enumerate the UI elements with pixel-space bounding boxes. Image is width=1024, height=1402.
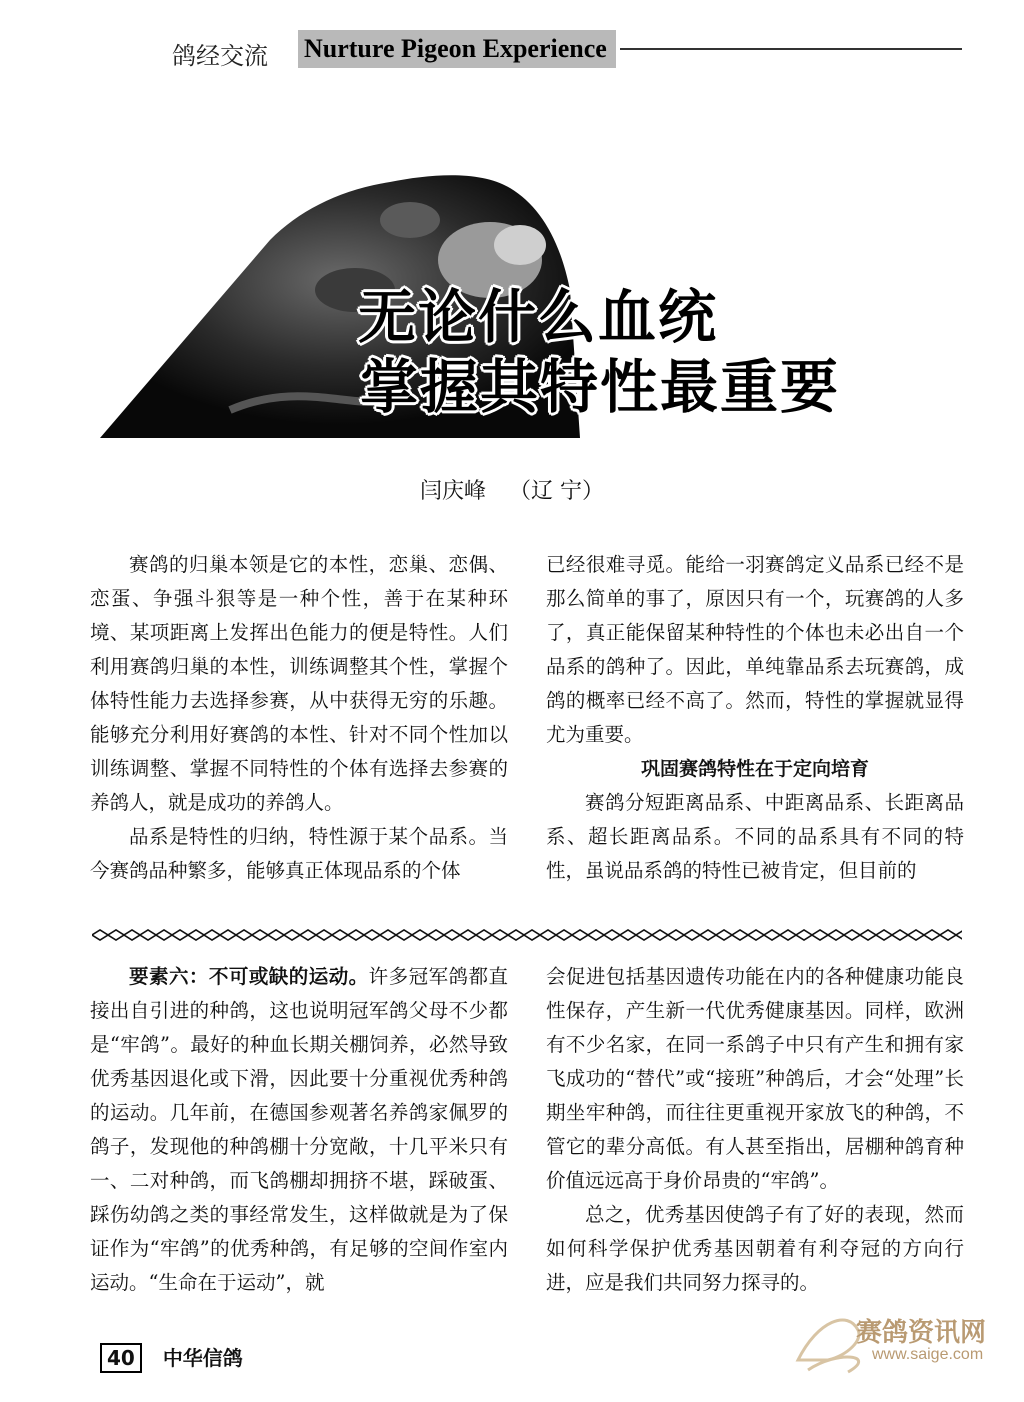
page-footer: [100, 1342, 243, 1373]
magazine-name: 中华信鸽: [162, 1346, 243, 1370]
paragraph: 赛鸽的归巢本领是它的本性，恋巢、恋偶、恋蛋、争强斗狠等是一种个性，善于在某种环境、某项距离上发挥出色能力的便是特性。人们利用赛鸽归巢的本性，训练调整其个性，掌握个体特性能力去选择参赛，从中获得无穷的乐趣。能够充分利用好赛鸽的本性、针对不同个性加以训练调整、掌握不同特性的个体有选择去参赛的养鸽人，就是成功的养鸽人。: [90, 553, 508, 814]
paragraph: 赛鸽分短距离品系、中距离品系、长距离品系、超长距离品系。不同的品系具有不同的特性，虽说品系鸽的特性已被肯定，但目前的: [546, 791, 964, 882]
paragraph: 品系是特性的归纳，特性源于某个品系。当今赛鸽品种繁多，能够真正体现品系的个体: [90, 825, 508, 882]
paragraph: 总之，优秀基因使鸽子有了好的表现，然而如何科学保护优秀基因朝着有利夺冠的方向行进，应是我们共同努力探寻的。: [546, 1203, 964, 1294]
watermark-name: 赛鸽资讯网: [856, 1318, 987, 1348]
paragraph: [90, 960, 508, 1300]
section-label-cn: 鸽经交流: [172, 42, 268, 70]
article-title: [300, 282, 960, 422]
continued-column-1: [90, 960, 508, 1300]
header-rule: [620, 48, 962, 50]
byline: [0, 474, 1024, 505]
subheading: 巩固赛鸽特性在于定向培育: [640, 758, 869, 780]
author-location: （辽 宁）: [509, 479, 604, 504]
title-line-1: 无论什么血统: [358, 283, 719, 351]
title-line-2: 掌握其特性最重要: [360, 353, 841, 421]
decorative-divider: [92, 928, 962, 942]
section-label-en: Nurture Pigeon Experience: [298, 30, 616, 68]
section-lead: 要素六：不可或缺的运动。: [129, 965, 369, 988]
watermark-url: www.saige.com: [872, 1346, 984, 1363]
page-number: 40: [100, 1343, 142, 1373]
article-column-1: [90, 548, 508, 888]
paragraph: 已经很难寻觅。能给一羽赛鸽定义品系已经不是那么简单的事了，原因只有一个，玩赛鸽的人多了，真正能保留某种特性的个体也未必出自一个品系的鸽种了。因此，单纯靠品系去玩赛鸽，成鸽的概率已经不高了。然而，特性的掌握就显得尤为重要。: [546, 553, 964, 746]
author-name: 闫庆峰: [419, 479, 486, 504]
continued-column-2: [546, 960, 964, 1300]
paragraph-text: 许多冠军鸽都直接出自引进的种鸽，这也说明冠军鸽父母不少都是“牢鸽”。最好的种血长期关棚饲养，必然导致优秀基因退化或下滑，因此要十分重视优秀种鸽的运动。几年前，在德国参观著名养鸽家佩罗的鸽子，发现他的种鸽棚十分宽敞，十几平米只有一、二对种鸽，而飞鸽棚却拥挤不堪，踩破蛋、踩伤幼鸽之类的事经常发生，这样做就是为了保证作为“牢鸽”的优秀种鸽，有足够的空间作室内运动。“生命在于运动”，就: [90, 965, 508, 1294]
paragraph: 会促进包括基因遗传功能在内的各种健康功能良性保存，产生新一代优秀健康基因。同样，欧洲有不少名家，在同一系鸽子中只有产生和拥有家飞成功的“替代”或“接班”种鸽后，才会“处理”长期坐牢种鸽，而往往更重视开家放飞的种鸽，不管它的辈分高低。有人甚至指出，居棚种鸽育种价值远远高于身价昂贵的“牢鸽”。: [546, 965, 964, 1192]
article-column-2: [546, 548, 964, 888]
